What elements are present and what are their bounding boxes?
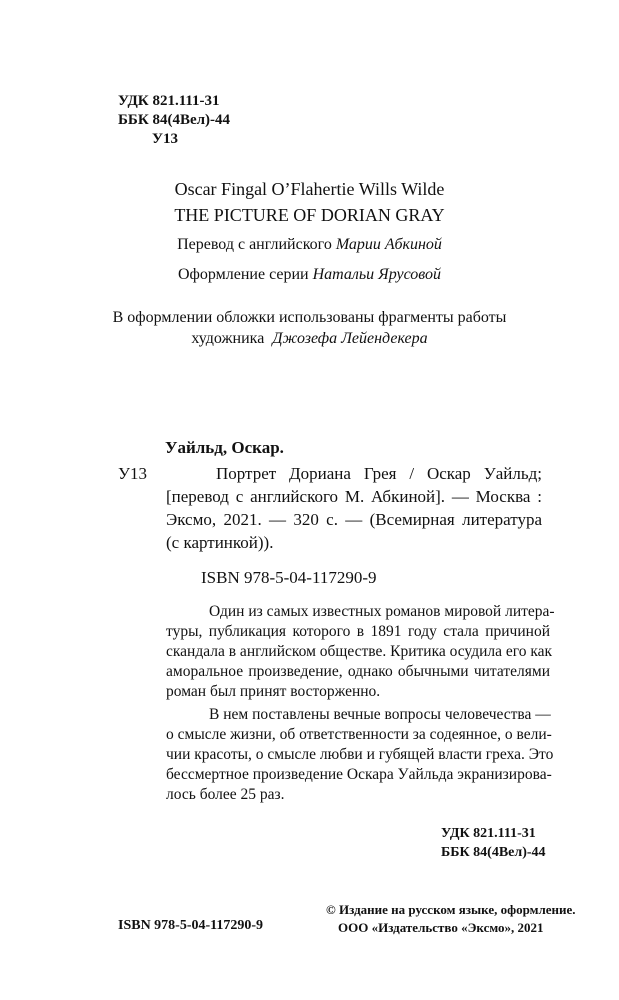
annotation-p1-line-3: скандала в английском обществе. Критика осудила его как (166, 643, 553, 660)
author-mark: У13 (152, 131, 179, 147)
cover-note-line2 (0, 330, 619, 348)
annotation-p2-line-1: В нем поставлены вечные вопросы человечества — (209, 706, 551, 723)
translation-prefix: Перевод с английского (177, 236, 332, 253)
annotation-p1-line-4: аморальное произведение, однако обычными читателями (166, 663, 550, 680)
copyright-line-1: © Издание на русском языке, оформление. (326, 902, 576, 917)
catalog-heading: Уайльд, Оскар. (165, 438, 284, 457)
udk-code: УДК 821.111-31 (118, 93, 220, 109)
annotation-p1-line-1: Один из самых известных романов мировой литера- (209, 603, 555, 620)
annotation-p1-line-2: туры, публикация которого в 1891 году стала причиной (166, 623, 550, 640)
design-credit (0, 266, 619, 284)
annotation-p1-line-5: роман был принят восторженно. (166, 683, 381, 700)
udk-code-bottom: УДК 821.111-31 (441, 826, 536, 841)
translator-name: Марии Абкиной (335, 236, 442, 253)
cover-note-line1: В оформлении обложки использованы фрагменты работы (112, 309, 507, 326)
annotation-p2-line-3: чии красоты, о смысле любви и губящей власти греха. Это (166, 746, 554, 763)
bbk-code: ББК 84(4Вел)-44 (118, 112, 231, 128)
original-title: THE PICTURE OF DORIAN GRAY (174, 205, 445, 225)
catalog-line-3: Эксмо, 2021. — 320 с. — (Всемирная литература (166, 510, 542, 529)
cover-note-prefix: художника (191, 330, 265, 347)
annotation-p2-line-5: лось более 25 раз. (166, 786, 285, 803)
original-author: Oscar Fingal O’Flahertie Wills Wilde (174, 179, 445, 199)
catalog-line-4: (с картинкой)). (166, 533, 274, 552)
annotation-p2-line-4: бессмертное произведение Оскара Уайльда экранизирова- (166, 766, 552, 783)
design-prefix: Оформление серии (177, 266, 309, 283)
copyright-line-2: ООО «Издательство «Эксмо», 2021 (338, 920, 544, 935)
annotation-p2-line-2: о смысле жизни, об ответственности за содеянное, о вели- (166, 726, 552, 743)
catalog-line-1: Портрет Дориана Грея / Оскар Уайльд; (216, 464, 542, 483)
cover-artist-name: Джозефа Лейендекера (272, 330, 428, 347)
catalog-line-2: [перевод с английского М. Абкиной]. — Москва : (166, 487, 542, 506)
catalog-mark: У13 (118, 464, 148, 483)
translation-credit (0, 236, 619, 254)
designer-name: Натальи Ярусовой (312, 266, 442, 283)
catalog-isbn: ISBN 978-5-04-117290-9 (201, 568, 377, 587)
footer-isbn: ISBN 978-5-04-117290-9 (118, 918, 264, 933)
bbk-code-bottom: ББК 84(4Вел)-44 (441, 845, 546, 860)
